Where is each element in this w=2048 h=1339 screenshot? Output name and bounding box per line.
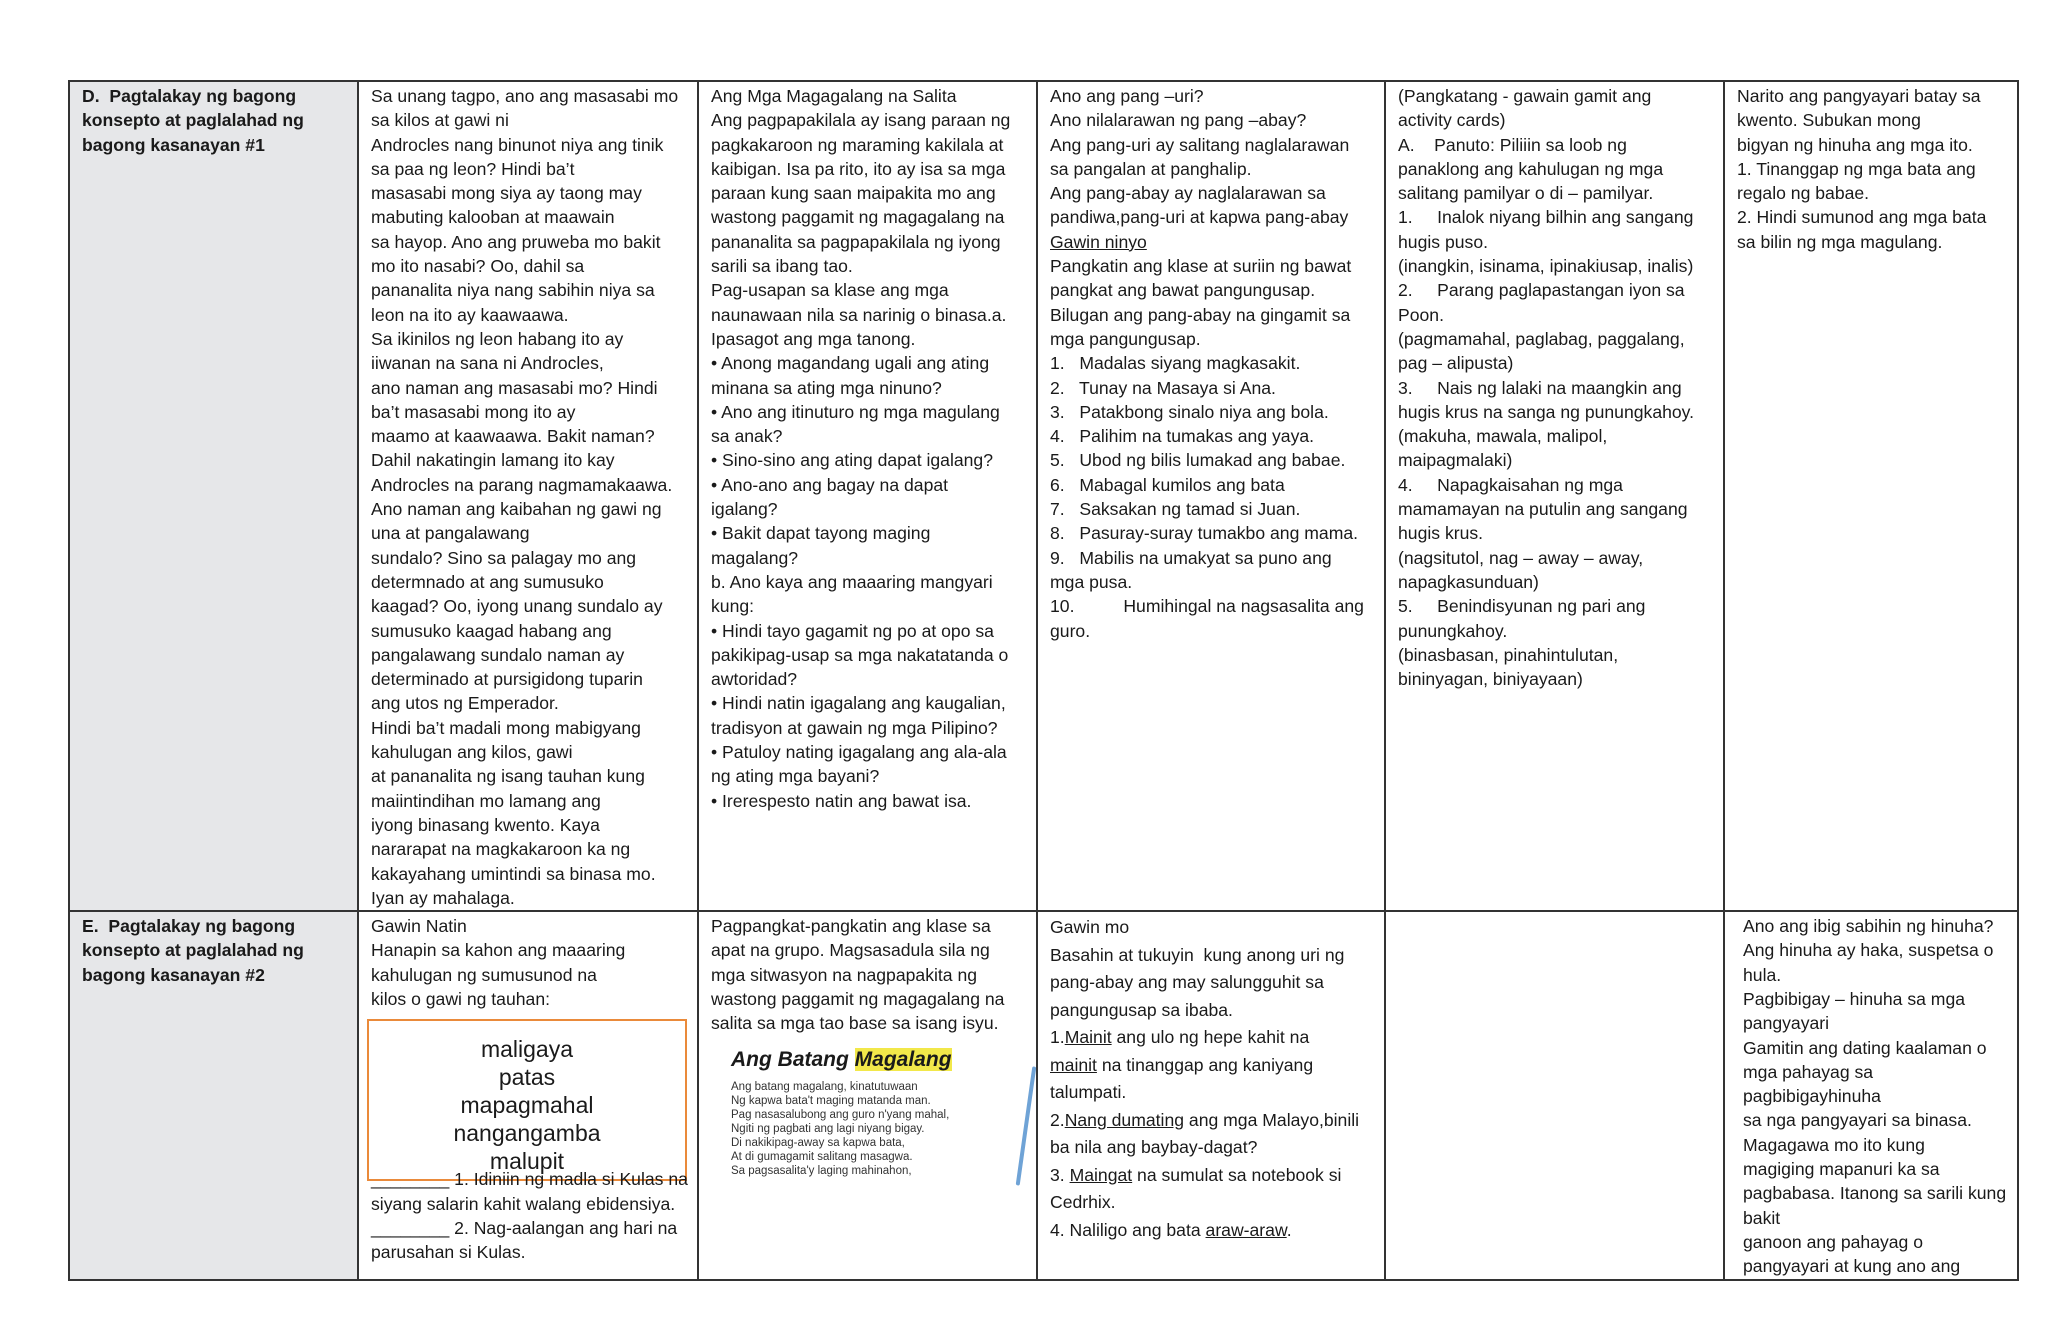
poem-line: Pag nasasalubong ang guro n'yang mahal,	[731, 1108, 950, 1121]
gawin-ninyo-label: Gawin ninyo	[1050, 231, 1147, 252]
heading-line: D. Pagtalakay ng bagong	[82, 86, 297, 106]
text-line: Androcles na parang nagmamakaawa.	[371, 474, 673, 495]
text-line: hugis krus.	[1398, 523, 1484, 544]
text-line: (nagsitutol, nag – away – away,	[1398, 547, 1644, 568]
text-line: 2. Parang paglapastangan iyon sa	[1398, 280, 1685, 301]
text-line: A. Panuto: Piliiin sa loob ng	[1398, 134, 1627, 155]
gawin-mo-title: Gawin mo	[1050, 917, 1130, 938]
word-box	[367, 1019, 687, 1181]
cell-e-hinuha	[1724, 911, 2018, 1279]
text-line: ba’t masasabi mong ito ay	[371, 401, 576, 422]
text-line: pagbabasa. Itanong sa sarili kung	[1743, 1183, 2007, 1204]
text-line: at pananalita ng isang tauhan kung	[371, 766, 645, 787]
text-line: wastong paggamit ng magagalang na	[711, 207, 1005, 228]
text-line: maamo at kaawaawa. Bakit naman?	[371, 426, 655, 447]
text-line: napagkasunduan)	[1398, 571, 1539, 592]
text-line: salita sa mga tao base sa isang isyu.	[711, 1013, 999, 1034]
poem-line: At di gumagamit salitang masagwa.	[731, 1150, 913, 1163]
list-item: 10. Humihingal na nagsasalita ang	[1050, 596, 1364, 617]
poem-title-highlight: Magalang	[854, 1047, 952, 1071]
text-line: ng ating mga bayani?	[711, 766, 880, 787]
text-line: ganoon ang pahayag o	[1743, 1231, 1924, 1252]
lesson-plan-table	[68, 80, 2019, 1281]
text-line: Dahil nakatingin lamang ito kay	[371, 450, 615, 471]
text-line: • Ano-ano ang bagay na dapat	[711, 474, 949, 495]
text-line: Bilugan ang pang-abay na gingamit sa	[1050, 304, 1351, 325]
word-option: malupit	[489, 1148, 565, 1175]
text-line: Androcles nang binunot niya ang tinik	[371, 134, 664, 155]
text-line: minana sa ating mga ninuno?	[711, 377, 942, 398]
text-line: Hindi ba’t madali mong mabigyang	[371, 717, 641, 738]
text-line: maiintindihan mo lamang ang	[371, 790, 601, 811]
text-line: pag – alipusta)	[1398, 353, 1514, 374]
text-line: 1. Tinanggap ng mga bata ang	[1737, 158, 1976, 179]
text-line: Poon.	[1398, 304, 1444, 325]
text-line: hugis puso.	[1398, 231, 1488, 252]
row-heading-d	[69, 81, 358, 911]
heading-line: konsepto at paglalahad ng	[82, 110, 304, 131]
text-line: regalo ng babae.	[1737, 183, 1870, 204]
text-line: • Hindi tayo gagamit ng po at opo sa	[711, 620, 994, 641]
text-line: kaagad? Oo, iyong unang sundalo ay	[371, 596, 663, 617]
cell-e-pangkat	[698, 911, 1037, 1279]
text-line: naunawaan nila sa narinig o binasa.a.	[711, 304, 1007, 325]
text-line: parusahan si Kulas.	[371, 1242, 526, 1263]
text-line: 1. Inalok niyang bilhin ang sangang	[1398, 207, 1694, 228]
text-line: pananalita sa pagpapakilala ng iyong	[711, 231, 1001, 252]
text-line: mga pangungusap.	[1050, 328, 1201, 349]
text-line: (pagmamahal, paglabag, paggalang,	[1398, 328, 1685, 349]
list-item: 4. Palihim na tumakas ang yaya.	[1050, 426, 1315, 447]
text-line: magiging mapanuri ka sa	[1743, 1159, 1940, 1180]
heading-line: bagong kasanayan #1	[82, 134, 265, 155]
text-line: Hanapin sa kahon ang maaaring	[371, 940, 626, 961]
text-line: iiwanan na sana ni Androcles,	[371, 353, 604, 374]
text-line: Sa unang tagpo, ano ang masasabi mo	[371, 86, 679, 106]
text-line: hula.	[1743, 964, 1782, 985]
text-line: punungkahoy.	[1398, 620, 1508, 641]
text-line: • Patuloy nating igagalang ang ala-ala	[711, 742, 1007, 763]
text-line: wastong paggamit ng magagalang na	[711, 988, 1005, 1009]
table-row-e	[69, 911, 2018, 1279]
text-line: maipagmalaki)	[1398, 450, 1513, 471]
text-line: sarili sa ibang tao.	[711, 256, 853, 277]
list-item: 1. Madalas siyang magkasakit.	[1050, 353, 1301, 374]
text-line: bakit	[1743, 1207, 1781, 1228]
text-line: • Bakit dapat tayong maging	[711, 523, 931, 544]
text-line: awtoridad?	[711, 669, 798, 690]
text-line: bininyagan, biniyayaan)	[1398, 669, 1583, 690]
text-line: (Pangkatang - gawain gamit ang	[1398, 86, 1652, 106]
text-line: ________ 1. Idiniin ng madla si Kulas na	[371, 1169, 688, 1190]
text-line: igalang?	[711, 499, 778, 520]
text-line: Ang Mga Magagalang na Salita	[711, 86, 957, 106]
cell-d-hinuha	[1724, 81, 2018, 911]
text-line: sa bilin ng mga magulang.	[1737, 231, 1943, 252]
cell-d-panguri	[1037, 81, 1385, 911]
text-line: pangyayari at kung ano ang	[1743, 1256, 1961, 1277]
text-line: mga sitwasyon na nagpapakita ng	[711, 964, 978, 985]
text-line: sundalo? Sino sa palagay mo ang	[371, 547, 637, 568]
text-line: sa anak?	[711, 426, 783, 447]
cell-e-gawin-natin	[358, 911, 698, 1279]
text-line: apat na grupo. Magsasadula sila ng	[711, 940, 990, 961]
poem-line: Sa pagsasalita'y laging mahinahon,	[731, 1164, 912, 1177]
text-line: pandiwa,pang-uri at kapwa pang-abay	[1050, 207, 1349, 228]
word-option: patas	[498, 1064, 556, 1091]
cell-e-empty	[1385, 911, 1724, 1279]
text-line: kung:	[711, 596, 755, 617]
poem-title: Ang Batang	[731, 1047, 855, 1071]
text-line: Basahin at tukuyin kung anong uri ng	[1050, 944, 1345, 965]
text-line: 3. Nais ng lalaki na maangkin ang	[1398, 377, 1682, 398]
list-item: 2. Tunay na Masaya si Ana.	[1050, 377, 1276, 398]
text-line: Gamitin ang dating kaalaman o	[1743, 1037, 1987, 1058]
poem-image	[731, 1046, 1036, 1196]
text-line: pangalawang sundalo naman ay	[371, 644, 625, 665]
text-line: Ipasagot ang mga tanong.	[711, 328, 916, 349]
text-line: siyang salarin kahit walang ebidensiya.	[371, 1193, 676, 1214]
text-line: • Anong magandang ugali ang ating	[711, 353, 990, 374]
text-line: (binasbasan, pinahintulutan,	[1398, 644, 1619, 665]
text-line: • Hindi natin igagalang ang kaugalian,	[711, 693, 1006, 714]
cell-d-activity-cards	[1385, 81, 1724, 911]
text-line: Pag-usapan sa klase ang mga	[711, 280, 949, 301]
word-option: mapagmahal	[460, 1092, 594, 1119]
sentence-2: 2.Nang dumating ang mga Malayo,binili	[1050, 1109, 1360, 1130]
text-line: una at pangalawang	[371, 523, 530, 544]
text-line: mamamayan na putulin ang sangang	[1398, 499, 1688, 520]
text-line: kakayahang umintindi sa binasa mo.	[371, 863, 656, 884]
text-line: kaibigan. Isa pa rito, ito ay isa sa mga	[711, 158, 1006, 179]
text-line: Pagpangkat-pangkatin ang klase sa	[711, 916, 991, 937]
text-line: Magagawa mo ito kung	[1743, 1134, 1925, 1155]
text-line: Pagbibigay – hinuha sa mga	[1743, 988, 1966, 1009]
heading-line: E. Pagtalakay ng bagong	[82, 916, 296, 937]
text-line: • Sino-sino ang ating dapat igalang?	[711, 450, 994, 471]
text-line: sa pangalan at panghalip.	[1050, 158, 1252, 179]
text-line: pagkakaroon ng maraming kakilala at	[711, 134, 1004, 155]
text-line: pagbibigayhinuha	[1743, 1086, 1881, 1107]
text-line: (inangkin, isinama, ipinakiusap, inalis)	[1398, 256, 1694, 277]
text-line: leon na ito ay kaawaawa.	[371, 304, 569, 325]
text-line: ang utos ng Emperador.	[371, 693, 559, 714]
text-line: kahulugan ng sumusunod na	[371, 964, 597, 985]
row-heading-e	[69, 911, 358, 1279]
heading-line: bagong kasanayan #2	[82, 964, 265, 985]
text-line: pangungusap sa ibaba.	[1050, 999, 1233, 1020]
text-line: sa nga pangyayari sa binasa.	[1743, 1110, 1972, 1131]
poem-line: Di nakikipag-away sa kapwa bata,	[731, 1136, 905, 1149]
text-line: Ang hinuha ay haka, suspetsa o	[1743, 940, 1994, 961]
text-line: Gawin Natin	[371, 916, 467, 937]
heading-line: konsepto at paglalahad ng	[82, 940, 304, 961]
text-line: 5. Benindisyunan ng pari ang	[1398, 596, 1646, 617]
text-line: tradisyon at gawain ng mga Pilipino?	[711, 717, 998, 738]
text-line: mabuting kalooban at maawain	[371, 207, 615, 228]
text-line: determnado at ang sumusuko	[371, 571, 604, 592]
text-line: sa paa ng leon? Hindi ba’t	[371, 158, 575, 179]
text-line: hugis krus na sanga ng punungkahoy.	[1398, 401, 1695, 422]
word-option: nangangamba	[453, 1120, 601, 1147]
text-line: pangkat ang bawat pangungusap.	[1050, 280, 1316, 301]
text-line: kwento. Subukan mong	[1737, 110, 1921, 131]
text-line: Ano naman ang kaibahan ng gawi ng	[371, 499, 662, 520]
text-line: Ang pang-abay ay naglalarawan sa	[1050, 183, 1326, 204]
word-option: maligaya	[480, 1036, 574, 1063]
list-item: guro.	[1050, 620, 1091, 641]
text-line: 2. Hindi sumunod ang mga bata	[1737, 207, 1987, 228]
text-line: activity cards)	[1398, 110, 1506, 131]
text-line: paraan kung saan maipakita mo ang	[711, 183, 996, 204]
text-line: Sa ikinilos ng leon habang ito ay	[371, 328, 624, 349]
text-line: Iyan ay mahalaga.	[371, 887, 515, 908]
text-line: kahulugan ang kilos, gawi	[371, 742, 573, 763]
text-line: sa kilos at gawi ni	[371, 110, 509, 131]
text-line: determinado at pursigidong tuparin	[371, 669, 643, 690]
list-item: 6. Mabagal kumilos ang bata	[1050, 474, 1285, 495]
text-line: Ano nilalarawan ng pang –abay?	[1050, 110, 1307, 131]
list-item: 7. Saksakan ng tamad si Juan.	[1050, 499, 1301, 520]
text-line: b. Ano kaya ang maaaring mangyari	[711, 571, 993, 592]
cell-d-magagalang	[698, 81, 1037, 911]
list-item: 8. Pasuray-suray tumakbo ang mama.	[1050, 523, 1359, 544]
cell-e-gawin-mo: Gawin mo Basahin at tukuyin kung anong uri ng pang-abay ang may salungguhit sa pangungusap sa ibaba. 1.Mainit ang ulo ng hepe kahit na mainit na tinanggap ang kaniyang talumpati. 2.Nang dumating ang mga Malayo,binili ba nila ang baybay-dagat? 3. Maingat na sumulat sa notebook si Cedrhix. 4. Naliligo ang bata araw-araw.	[1037, 911, 1385, 1279]
text-line: mo ito nasabi? Oo, dahil sa	[371, 256, 585, 277]
text-line: Ang pang-uri ay salitang naglalarawan	[1050, 134, 1350, 155]
text-line: masasabi mong siya ay taong may	[371, 183, 642, 204]
list-item: mga pusa.	[1050, 571, 1133, 592]
sentence-1: 1.Mainit ang ulo ng hepe kahit na	[1050, 1027, 1310, 1048]
text-line: panaklong ang kahulugan ng mga	[1398, 158, 1664, 179]
text-line: • Ano ang itinuturo ng mga magulang	[711, 401, 1000, 422]
sentence-3: 3. Maingat na sumulat sa notebook si	[1050, 1164, 1342, 1185]
text-line: Pangkatin ang klase at suriin ng bawat	[1050, 256, 1352, 277]
table-row-d	[69, 81, 2018, 911]
text-line: 4. Napagkaisahan ng mga	[1398, 474, 1623, 495]
text-line: mga pahayag sa	[1743, 1061, 1874, 1082]
list-item: 3. Patakbong sinalo niya ang bola.	[1050, 401, 1329, 422]
text-line: (makuha, mawala, malipol,	[1398, 426, 1608, 447]
text-line: iyong binasang kwento. Kaya	[371, 814, 600, 835]
text-line: kilos o gawi ng tauhan:	[371, 988, 550, 1009]
text-line: sa hayop. Ano ang pruweba mo bakit	[371, 231, 661, 252]
text-line: bigyan ng hinuha ang mga ito.	[1737, 134, 1973, 155]
cell-d-discussion	[358, 81, 698, 911]
text-line: pangyayari	[1743, 1013, 1830, 1034]
text-line: magalang?	[711, 547, 799, 568]
poem-line: Ang batang magalang, kinatutuwaan	[731, 1080, 918, 1093]
poem-line: Ng kapwa bata't maging matanda man.	[731, 1094, 931, 1107]
text-line: Narito ang pangyayari batay sa	[1737, 86, 1981, 106]
text-line: ________ 2. Nag-aalangan ang hari na	[371, 1217, 678, 1238]
text-line: Ang pagpapakilala ay isang paraan ng	[711, 110, 1011, 131]
text-line: ano naman ang masasabi mo? Hindi	[371, 377, 658, 398]
text-line: salitang pamilyar o di – pamilyar.	[1398, 183, 1654, 204]
sentence-4: 4. Naliligo ang bata araw-araw.	[1050, 1219, 1292, 1240]
text-line: pananalita niya nang sabihin niya sa	[371, 280, 655, 301]
text-line: nararapat na magkakaroon ka ng	[371, 839, 631, 860]
list-item: 5. Ubod ng bilis lumakad ang babae.	[1050, 450, 1346, 471]
text-line: Ano ang pang –uri?	[1050, 86, 1204, 106]
text-line: Ano ang ibig sabihin ng hinuha?	[1743, 916, 1994, 937]
text-line: pang-abay ang may salungguhit sa	[1050, 972, 1324, 993]
text-line: sumusuko kaagad habang ang	[371, 620, 612, 641]
text-line: • Irerespesto natin ang bawat isa.	[711, 790, 972, 811]
text-line: pakikipag-usap sa mga nakatatanda o	[711, 644, 1009, 665]
poem-line: Ngiti ng pagbati ang lagi niyang bigay.	[731, 1122, 925, 1135]
list-item: 9. Mabilis na umakyat sa puno ang	[1050, 547, 1332, 568]
